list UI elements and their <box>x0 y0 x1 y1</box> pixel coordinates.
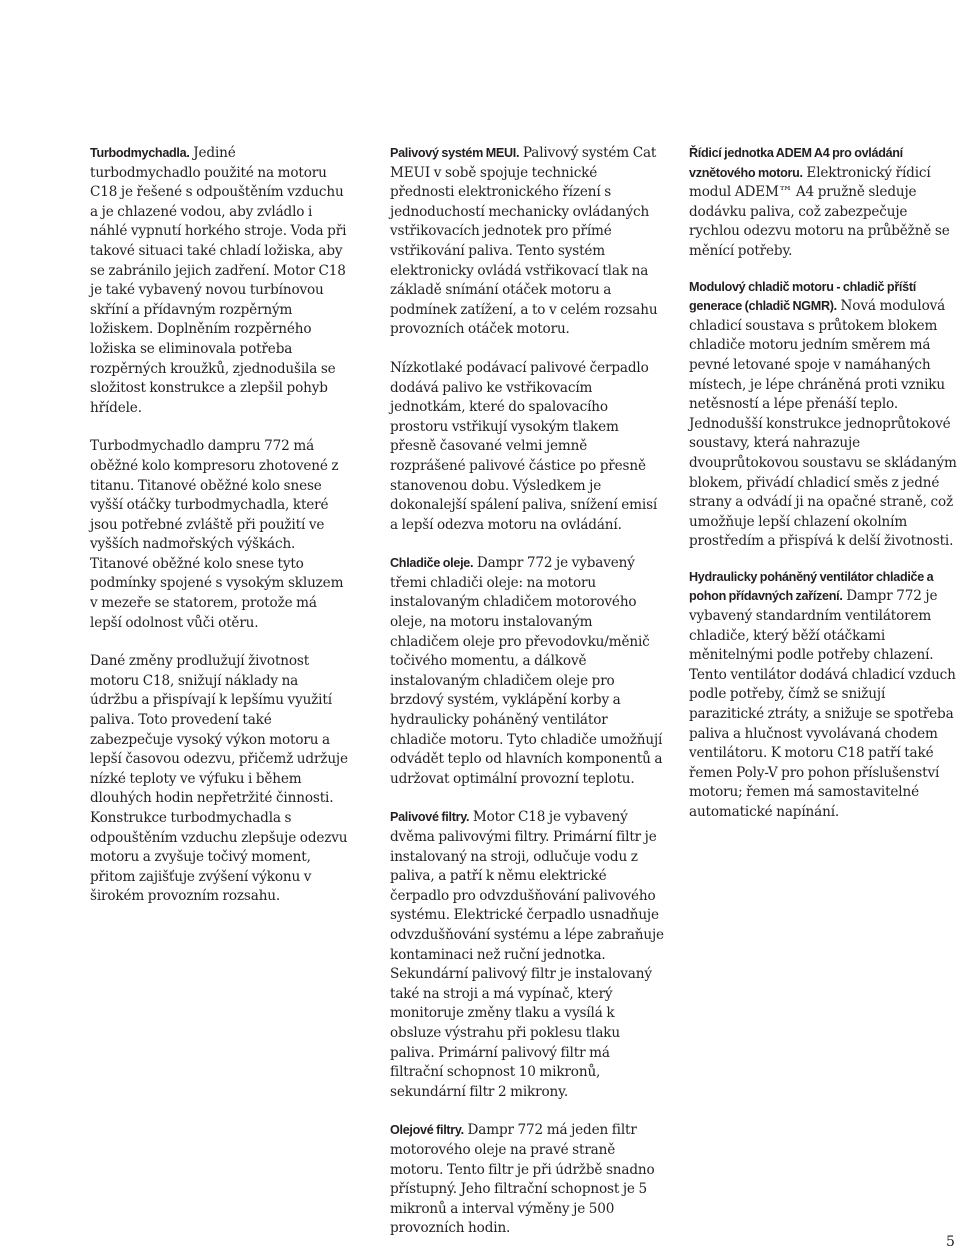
heading-ngmr: Modulový chladič motoru - chladič příští generace (chladič NGMR). <box>689 279 916 314</box>
heading-turbocharger: Turbodmychadla. <box>90 146 190 160</box>
paragraph-text: Dampr 772 je vybavený standardním ventilátorem chladiče, který běží otáčkami měnitelnými podle potřeby chlazení. Tento ventilátor dodává chladicí vzduch podle potřeby, čímž se snižují parazitické ztráty, a snižuje se spotřeba paliva a hlučnost vyvolávaná chodem ventilátoru. K motoru C18 patří také řemen Poly-V pro pohon příslušenství motoru; řemen má samostavitelné automatické napínání. <box>689 588 956 820</box>
paragraph-titanium-wheel: Turbodmychadlo dampru 772 má oběžné kolo kompresoru zhotovené z titanu. Titanové oběžné kolo snese vyšší otáčky turbodmychadla, které jsou potřebné zvláště při použití ve vyšších nadmořských výškách. Titanové oběžné kolo snese tyto podmínky spojené s vysokým skluzem v mezeře se statorem, protože má lepší odolnost vůči otěru. <box>90 438 344 631</box>
paragraph-benefits: Dané změny prodlužují životnost motoru C18, snižují náklady na údržbu a přispívají k lepšímu využití paliva. Toto provedení také zabezpečuje vysoký výkon motoru a lepší časovou odezvu, přičemž udržuje nízké teploty ve výfuku i během dlouhých hodin nepřetržité činnosti. Konstrukce turbodmychadla s odpouštěním vzduchu zlepšuje odezvu motoru a zvyšuje točivý moment, přitom zajišťuje zvýšení výkonu v širokém provozním rozsahu. <box>90 653 348 905</box>
paragraph-text: Elektronický řídicí modul ADEM™ A4 pružně sleduje dodávku paliva, což zabezpečuje rychlou odezvu motoru na průběžně se měnící potřeby. <box>689 164 950 259</box>
page-number: 5 <box>946 1234 955 1250</box>
heading-fuel-filters: Palivové filtry. <box>390 810 470 825</box>
paragraph-fuel-system <box>390 144 665 340</box>
paragraph-oil-filters <box>390 1121 665 1239</box>
paragraph-text: Palivový systém Cat MEUI v sobě spojuje technické přednosti elektronického řízení s jednoduchostí mechanicky ovládaných vstřikovacích jednotek pro přímé vstřikování paliva. Tento systém elektronicky ovládá vstřikovací tlak na základě snímání otáček motoru a podmínek zatížení, a to v celém rozsahu provozních otáček motoru. <box>390 145 658 338</box>
paragraph-text: Motor C18 je vybavený dvěma palivovými filtry. Primární filtr je instalovaný na stroji, odlučuje vodu z paliva, a patří k němu elektrické čerpadlo pro odvzdušňování palivového systému. Elektrické čerpadlo usnadňuje odvzdušňování systému a lépe zabraňuje kontaminaci než ruční jednotka. Sekundární palivový filtr je instalovaný také na stroji a má vypínač, který monitoruje změny tlaku a vysílá k obsluze výstrahu při poklesu tlaku paliva. Primární palivový filtr má filtrační schopnost 10 mikronů, sekundární filtr 2 mikrony. <box>390 809 664 1100</box>
paragraph-text: Nová modulová chladicí soustava s průtokem blokem chladiče motoru jedním směrem má pevné letované spoje v namáhaných místech, je lépe chráněná proti vzniku netěsností a lépe přenáší teplo. Jednodušší konstrukce jednoprůtokové soustavy, která nahrazuje dvouprůtokovou soustavu se skládaným blokem, přivádí chladicí směs z jedné strany a odvádí ji na opačné straně, což umožňuje lepší chlazení okolním prostředím a přispívá k delší životnosti. <box>689 298 957 550</box>
paragraph-text: Dampr 772 je vybavený třemi chladiči oleje: na motoru instalovaným chladičem motorového oleje, na motoru instalovaným chladičem oleje pro převodovku/měnič točivého momentu, a dálkově instalovaným chladičem oleje pro brzdový systém, vyklápění korby a hydraulicky poháněný ventilátor chladiče motoru. Tyto chladiče umožňují odvádět teplo od hlavních komponentů a udržovat optimální provozní teplotu. <box>390 555 663 787</box>
heading-adem: Řídicí jednotka ADEM A4 pro ovládání vznětového motoru. <box>689 146 903 180</box>
paragraph-fuel-pump: Nízkotlaké podávací palivové čerpadlo dodává palivo ke vstřikovacím jednotkám, které do spalovacího prostoru vstřikují vysokým tlakem přesně časované velmi jemně rozprášené palivové částice po přesně stanovenou dobu. Výsledkem je dokonalejší spálení paliva, snížení emisí a lepší odezva motoru na ovládání. <box>390 359 658 533</box>
column-2 <box>390 144 665 1258</box>
column-3 <box>689 144 957 839</box>
heading-oil-coolers: Chladiče oleje. <box>390 556 474 571</box>
column-1 <box>90 144 348 926</box>
paragraph-fan <box>689 568 957 823</box>
paragraph-adem <box>689 144 957 262</box>
paragraph-oil-coolers <box>390 554 665 789</box>
heading-fan: Hydraulicky poháněný ventilátor chladiče a pohon přídavných zařízení. <box>689 569 934 604</box>
paragraph-ngmr <box>689 278 957 552</box>
paragraph-text: Dampr 772 má jeden filtr motorového oleje na pravé straně motoru. Tento filtr je při údržbě snadno přístupný. Jeho filtrační schopnost je 5 mikronů a interval výměny je 500 provozních hodin. <box>390 1122 655 1237</box>
paragraph-fuel-filters <box>390 808 665 1102</box>
heading-fuel-system: Palivový systém MEUI. <box>390 146 520 160</box>
paragraph-turbocharger <box>90 144 348 418</box>
heading-oil-filters: Olejové filtry. <box>390 1123 464 1138</box>
paragraph-text: Jediné turbodmychadlo použité na motoru C18 je řešené s odpouštěním vzduchu a je chlazené vodou, aby zvládlo i náhlé vypnutí horkého stroje. Voda při takové situaci také chladí ložiska, aby se zabránilo jejich zadření. Motor C18 je také vybavený novou turbínovou skříní a přídavným rozpěrným ložiskem. Doplněním rozpěrného ložiska se eliminovala potřeba rozpěrných kroužků, zjednodušila se složitost konstrukce a zlepšil pohyb hřídele. <box>90 145 347 416</box>
